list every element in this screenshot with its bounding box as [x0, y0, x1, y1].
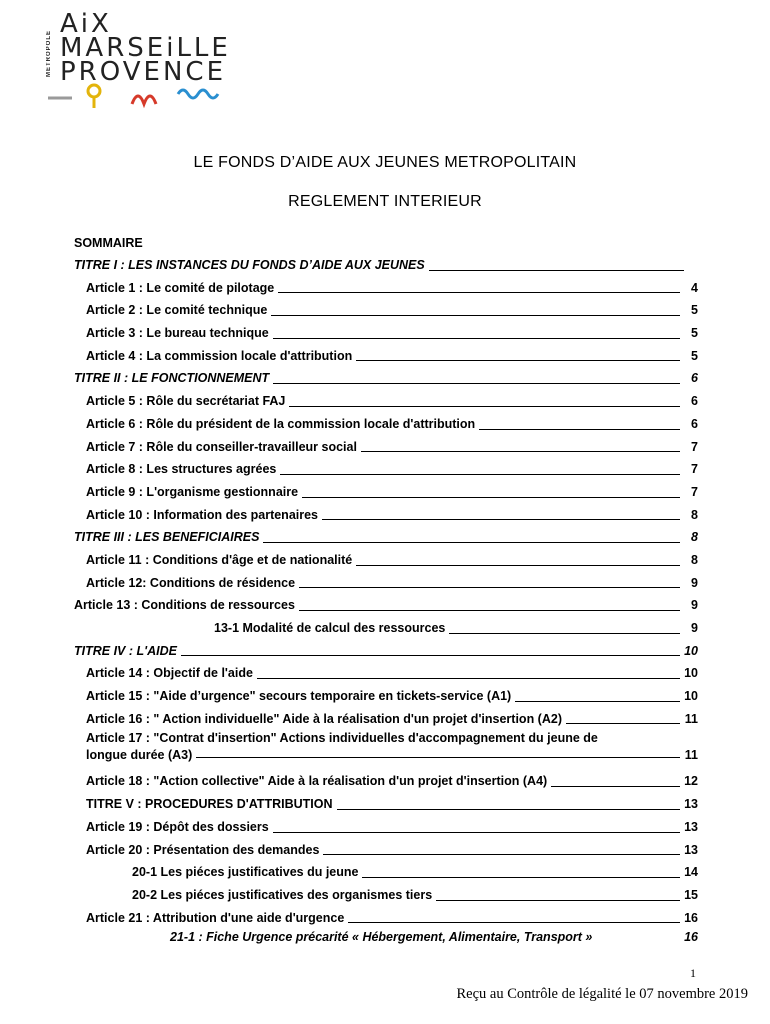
- table-of-contents: [74, 232, 698, 945]
- toc-entry-page: 5: [691, 326, 698, 341]
- dot-leader: [337, 793, 681, 810]
- dot-leader: [278, 277, 680, 294]
- toc-entry-label: Article 20 : Présentation des demandes: [86, 842, 320, 857]
- toc-entry: [74, 526, 698, 549]
- toc-entry: [74, 884, 698, 907]
- dot-leader: [429, 254, 684, 271]
- toc-entry: [74, 839, 698, 862]
- toc-entry-page: 6: [691, 371, 698, 386]
- dot-leader: [273, 367, 680, 384]
- toc-entry: [74, 390, 698, 413]
- toc-entry-page: 9: [691, 598, 698, 613]
- logo-line-2: MARSEiLLE: [60, 33, 231, 63]
- toc-entry: [74, 254, 698, 277]
- toc-entry-label: Article 11 : Conditions d'âge et de nationalité: [86, 552, 353, 567]
- toc-entry-label: Article 7 : Rôle du conseiller-travailleur social: [86, 439, 357, 454]
- dot-leader: [181, 640, 680, 657]
- dot-leader: [551, 770, 680, 787]
- toc-entry-label-continued: longue durée (A3): [86, 748, 193, 763]
- toc-entry: [74, 640, 698, 663]
- toc-entry-label: Article 15 : "Aide d’urgence" secours temporaire en tickets-service (A1): [86, 689, 512, 704]
- toc-entry-page: 10: [684, 666, 698, 681]
- toc-entry: [74, 708, 698, 731]
- document-subtitle: REGLEMENT INTERIEUR: [288, 193, 482, 210]
- toc-entry: [74, 322, 698, 345]
- dot-leader: [273, 816, 680, 833]
- toc-entry: [74, 504, 698, 527]
- logo-vertical-text: METROPOLE: [46, 29, 52, 77]
- toc-entry-label: 20-1 Les piéces justificatives du jeune: [132, 865, 359, 880]
- toc-entry: [74, 907, 698, 930]
- dot-leader: [302, 481, 680, 498]
- toc-entry-page: 9: [691, 575, 698, 590]
- toc-entry-label: TITRE IV : L'AIDE: [74, 643, 177, 658]
- toc-entry: [74, 929, 698, 945]
- toc-entry-label: Article 16 : " Action individuelle" Aide à la réalisation d'un projet d'insertion (A2): [86, 711, 562, 726]
- logo-line-1: AiX: [60, 9, 112, 39]
- toc-entry: [74, 617, 698, 640]
- toc-entry-label: TITRE II : LE FONCTIONNEMENT: [74, 371, 270, 386]
- document-title: LE FONDS D’AIDE AUX JEUNES METROPOLITAIN: [193, 154, 577, 171]
- dot-leader: [196, 747, 680, 758]
- toc-entry-page: 8: [691, 552, 698, 567]
- logo-symbols-icon: [44, 82, 234, 116]
- dot-leader: [479, 413, 680, 430]
- dot-leader: [361, 436, 680, 453]
- toc-entry: [74, 730, 698, 770]
- toc-entry: [74, 770, 698, 793]
- toc-entry-label: Article 9 : L'organisme gestionnaire: [86, 484, 299, 499]
- dot-leader: [449, 617, 680, 634]
- toc-entry-page: 5: [691, 303, 698, 318]
- dot-leader: [362, 861, 680, 878]
- toc-entry-page: 7: [691, 439, 698, 454]
- dot-leader: [263, 526, 680, 543]
- toc-entry-page: 16: [684, 930, 698, 945]
- dot-leader: [273, 322, 680, 339]
- toc-entry-label: Article 12: Conditions de résidence: [86, 575, 296, 590]
- toc-entry: [74, 345, 698, 368]
- toc-entry-page: 14: [684, 865, 698, 880]
- toc-entry: [74, 594, 698, 617]
- legal-receipt-footer: Reçu au Contrôle de légalité le 07 novembre 2019: [456, 986, 748, 1002]
- logo-line-3: PROVENCE: [60, 57, 226, 87]
- dot-leader: [356, 549, 680, 566]
- dot-leader: [515, 685, 680, 702]
- toc-entry-page: 16: [684, 910, 698, 925]
- page-number: 1: [690, 966, 696, 980]
- toc-entry-label: Article 21 : Attribution d'une aide d'urgence: [86, 910, 345, 925]
- dot-leader: [323, 839, 680, 856]
- toc-entry-page: 7: [691, 462, 698, 477]
- toc-entry-label: TITRE V : PROCEDURES D'ATTRIBUTION: [86, 797, 333, 812]
- toc-entry-label: Article 5 : Rôle du secrétariat FAJ: [86, 394, 286, 409]
- dot-leader: [257, 662, 680, 679]
- toc-entry-page: 12: [684, 774, 698, 789]
- toc-entry-label: Article 17 : "Contrat d'insertion" Actions individuelles d'accompagnement du jeune de: [86, 731, 598, 746]
- toc-entry-page: 11: [684, 748, 698, 763]
- dot-leader: [436, 884, 680, 901]
- toc-entry: [74, 436, 698, 459]
- toc-entry-label: Article 3 : Le bureau technique: [86, 326, 269, 341]
- toc-entry-label: Article 18 : "Action collective" Aide à la réalisation d'un projet d'insertion (A4): [86, 774, 548, 789]
- toc-entry-label: TITRE III : LES BENEFICIAIRES: [74, 530, 260, 545]
- toc-entry-page: [684, 254, 698, 277]
- toc-entry-page: 4: [691, 280, 698, 295]
- dot-leader: [356, 345, 680, 362]
- toc-entry: [74, 481, 698, 504]
- dot-leader: [322, 504, 680, 521]
- dot-leader: [280, 458, 680, 475]
- toc-entry: [74, 662, 698, 685]
- dot-leader: [271, 299, 680, 316]
- toc-entry-label: Article 4 : La commission locale d'attribution: [86, 348, 353, 363]
- toc-heading: SOMMAIRE: [74, 236, 143, 250]
- toc-entry-label: 21-1 : Fiche Urgence précarité « Hébergement, Alimentaire, Transport »: [170, 930, 593, 945]
- toc-entry-page: 9: [691, 621, 698, 635]
- toc-entry: [74, 793, 698, 816]
- toc-entry-page: 5: [691, 348, 698, 363]
- toc-entry: [74, 861, 698, 884]
- toc-entry: [74, 367, 698, 390]
- toc-entry-page: 7: [691, 484, 698, 499]
- toc-entry-label: 20-2 Les piéces justificatives des organismes tiers: [132, 887, 433, 902]
- toc-entry-page: 15: [684, 887, 698, 902]
- toc-entry-page: 8: [691, 507, 698, 522]
- toc-entry-label: Article 14 : Objectif de l'aide: [86, 666, 253, 681]
- dot-leader: [289, 390, 680, 407]
- toc-entry-label: Article 13 : Conditions de ressources: [74, 598, 295, 613]
- toc-entry-page: 8: [691, 530, 698, 545]
- dot-leader: [299, 594, 680, 611]
- toc-entry-label: Article 8 : Les structures agrées: [86, 462, 277, 477]
- toc-entry-label: Article 6 : Rôle du président de la commission locale d'attribution: [86, 416, 476, 431]
- toc-entry-page: 13: [684, 797, 698, 812]
- toc-entry-page: 13: [684, 842, 698, 857]
- toc-entry: [74, 549, 698, 572]
- dot-leader: [348, 907, 680, 924]
- toc-entry-page: 11: [684, 711, 698, 726]
- toc-entry-label: Article 10 : Information des partenaires: [86, 507, 319, 522]
- toc-entry-label: 13-1 Modalité de calcul des ressources: [214, 621, 446, 635]
- metropole-logo: [44, 9, 234, 112]
- toc-entry-page: 6: [691, 416, 698, 431]
- toc-entry: [74, 572, 698, 595]
- dot-leader: [566, 708, 680, 725]
- toc-entry-page: 6: [691, 394, 698, 409]
- toc-entry: [74, 458, 698, 481]
- toc-entry-page: 10: [684, 643, 698, 658]
- toc-entry-label: Article 2 : Le comité technique: [86, 303, 268, 318]
- toc-entry-label: Article 1 : Le comité de pilotage: [86, 280, 275, 295]
- toc-entry-label: TITRE I : LES INSTANCES DU FONDS D’AIDE AUX JEUNES: [74, 258, 425, 272]
- toc-entry: [74, 816, 698, 839]
- toc-entry: [74, 413, 698, 436]
- toc-entry: [74, 299, 698, 322]
- toc-entry-page: 10: [684, 689, 698, 704]
- toc-entry: [74, 277, 698, 300]
- toc-entry: [74, 685, 698, 708]
- toc-entry-page: 13: [684, 819, 698, 834]
- dot-leader: [299, 572, 680, 589]
- toc-entry-label: Article 19 : Dépôt des dossiers: [86, 819, 269, 834]
